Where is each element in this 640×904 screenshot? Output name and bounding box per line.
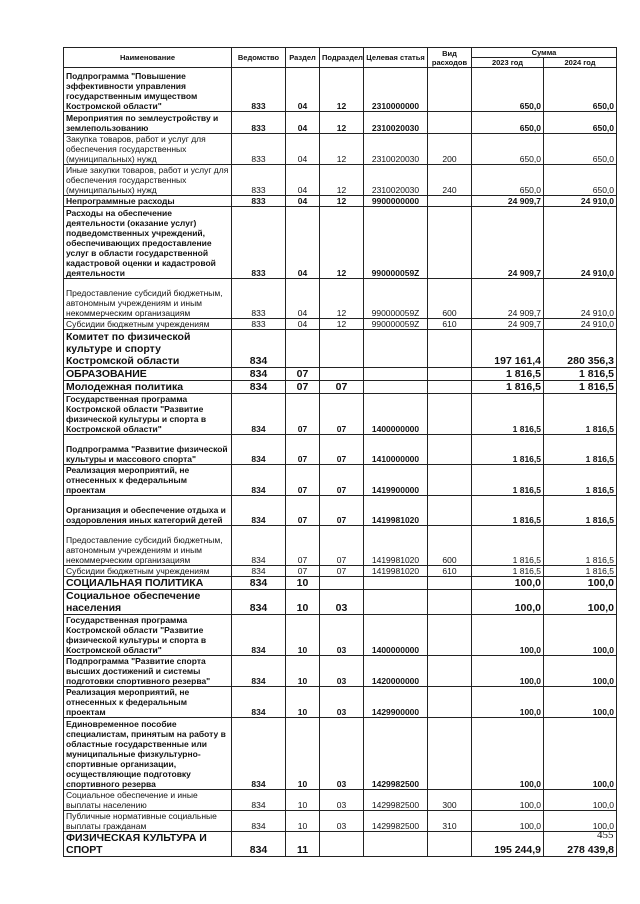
cell-podrazdel: 07 [320, 381, 364, 394]
header-celevaya-statya: Целевая статья [364, 48, 428, 68]
cell-sum-2024: 1 816,5 [544, 435, 617, 465]
cell-vedomstvo: 834 [232, 330, 286, 368]
cell-sum-2024: 278 439,8 [544, 832, 617, 857]
cell-vid-raskhodov [428, 435, 472, 465]
cell-razdel: 04 [286, 68, 320, 112]
cell-razdel: 07 [286, 526, 320, 566]
cell-sum-2024: 1 816,5 [544, 496, 617, 526]
cell-sum-2023: 1 816,5 [472, 368, 544, 381]
header-vid-raskhodov: Вид расходов [428, 48, 472, 68]
cell-name: СОЦИАЛЬНАЯ ПОЛИТИКА [64, 577, 232, 590]
cell-celevaya-statya: 1419981020 [364, 526, 428, 566]
table-row [64, 615, 617, 656]
cell-name: Реализация мероприятий, не отнесенных к федеральным проектам [64, 687, 232, 718]
cell-podrazdel: 07 [320, 526, 364, 566]
cell-sum-2023: 650,0 [472, 165, 544, 196]
cell-name: Подпрограмма "Развитие спорта высших достижений и системы подготовки спортивного резерва" [64, 656, 232, 687]
cell-vedomstvo: 834 [232, 832, 286, 857]
cell-celevaya-statya: 1419900000 [364, 465, 428, 496]
cell-sum-2024: 650,0 [544, 68, 617, 112]
cell-podrazdel: 07 [320, 435, 364, 465]
cell-sum-2024: 1 816,5 [544, 394, 617, 435]
cell-name: Субсидии бюджетным учреждениям [64, 319, 232, 330]
cell-podrazdel: 07 [320, 394, 364, 435]
cell-podrazdel: 12 [320, 165, 364, 196]
cell-sum-2024: 650,0 [544, 165, 617, 196]
cell-vid-raskhodov [428, 394, 472, 435]
table-row [64, 590, 617, 615]
cell-name: Организация и обеспечение отдыха и оздоровления иных категорий детей [64, 496, 232, 526]
cell-celevaya-statya: 2310020030 [364, 134, 428, 165]
cell-sum-2023: 650,0 [472, 112, 544, 134]
cell-vid-raskhodov: 600 [428, 279, 472, 319]
cell-podrazdel: 03 [320, 656, 364, 687]
table-row [64, 566, 617, 577]
cell-celevaya-statya [364, 381, 428, 394]
cell-sum-2023: 1 816,5 [472, 526, 544, 566]
cell-podrazdel [320, 832, 364, 857]
cell-sum-2023: 100,0 [472, 718, 544, 790]
cell-razdel: 07 [286, 381, 320, 394]
cell-razdel: 10 [286, 718, 320, 790]
cell-sum-2024: 100,0 [544, 811, 617, 832]
cell-vid-raskhodov: 600 [428, 526, 472, 566]
cell-celevaya-statya: 2310020030 [364, 112, 428, 134]
cell-vid-raskhodov [428, 577, 472, 590]
cell-sum-2023: 1 816,5 [472, 381, 544, 394]
cell-sum-2024: 100,0 [544, 615, 617, 656]
cell-vid-raskhodov: 610 [428, 566, 472, 577]
cell-vedomstvo: 834 [232, 811, 286, 832]
cell-vedomstvo: 834 [232, 394, 286, 435]
cell-celevaya-statya: 1400000000 [364, 615, 428, 656]
cell-podrazdel: 03 [320, 687, 364, 718]
cell-podrazdel: 03 [320, 811, 364, 832]
table-row [64, 165, 617, 196]
cell-razdel: 11 [286, 832, 320, 857]
cell-vedomstvo: 834 [232, 435, 286, 465]
cell-vedomstvo: 833 [232, 207, 286, 279]
cell-razdel: 04 [286, 319, 320, 330]
cell-razdel: 10 [286, 790, 320, 811]
table-row [64, 811, 617, 832]
cell-name: Подпрограмма "Повышение эффективности управления государственным имуществом Костромской области" [64, 68, 232, 112]
cell-celevaya-statya [364, 590, 428, 615]
cell-celevaya-statya [364, 832, 428, 857]
cell-name: Государственная программа Костромской области "Развитие физической культуры и спорта в Костромской области" [64, 394, 232, 435]
cell-podrazdel [320, 577, 364, 590]
cell-sum-2024: 280 356,3 [544, 330, 617, 368]
table-row [64, 790, 617, 811]
cell-sum-2023: 195 244,9 [472, 832, 544, 857]
header-razdel: Раздел [286, 48, 320, 68]
cell-sum-2024: 650,0 [544, 112, 617, 134]
header-summa: Сумма [472, 48, 617, 58]
cell-vedomstvo: 833 [232, 112, 286, 134]
cell-podrazdel: 12 [320, 68, 364, 112]
cell-sum-2023: 24 909,7 [472, 319, 544, 330]
cell-podrazdel: 12 [320, 112, 364, 134]
budget-table [63, 47, 617, 857]
cell-celevaya-statya: 990000059Z [364, 207, 428, 279]
cell-vedomstvo: 834 [232, 381, 286, 394]
cell-name: Предоставление субсидий бюджетным, автономным учреждениям и иным некоммерческим организациям [64, 279, 232, 319]
cell-vedomstvo: 833 [232, 196, 286, 207]
cell-name: Социальное обеспечение и иные выплаты населению [64, 790, 232, 811]
cell-name: Комитет по физической культуре и спорту Костромской области [64, 330, 232, 368]
cell-vid-raskhodov: 200 [428, 134, 472, 165]
cell-razdel: 04 [286, 112, 320, 134]
cell-celevaya-statya [364, 368, 428, 381]
table-row [64, 381, 617, 394]
cell-razdel: 07 [286, 465, 320, 496]
cell-sum-2024: 100,0 [544, 687, 617, 718]
cell-sum-2024: 100,0 [544, 718, 617, 790]
cell-celevaya-statya: 1429982500 [364, 811, 428, 832]
cell-name: Предоставление субсидий бюджетным, автономным учреждениям и иным некоммерческим организациям [64, 526, 232, 566]
header-name: Наименование [64, 48, 232, 68]
cell-podrazdel: 03 [320, 615, 364, 656]
cell-name: Реализация мероприятий, не отнесенных к федеральным проектам [64, 465, 232, 496]
cell-razdel: 04 [286, 279, 320, 319]
cell-razdel: 07 [286, 394, 320, 435]
cell-sum-2023: 1 816,5 [472, 435, 544, 465]
cell-vid-raskhodov [428, 687, 472, 718]
cell-sum-2023: 1 816,5 [472, 496, 544, 526]
cell-sum-2023: 100,0 [472, 656, 544, 687]
table-row [64, 687, 617, 718]
cell-name: Непрограммные расходы [64, 196, 232, 207]
cell-vid-raskhodov [428, 207, 472, 279]
cell-vedomstvo: 834 [232, 687, 286, 718]
cell-vid-raskhodov [428, 615, 472, 656]
table-row [64, 435, 617, 465]
cell-vid-raskhodov: 610 [428, 319, 472, 330]
cell-vid-raskhodov [428, 832, 472, 857]
table-row [64, 394, 617, 435]
cell-vedomstvo: 834 [232, 577, 286, 590]
cell-vedomstvo: 834 [232, 590, 286, 615]
cell-sum-2023: 650,0 [472, 134, 544, 165]
cell-name: ФИЗИЧЕСКАЯ КУЛЬТУРА И СПОРТ [64, 832, 232, 857]
cell-celevaya-statya: 9900000000 [364, 196, 428, 207]
table-row [64, 279, 617, 319]
cell-vedomstvo: 834 [232, 368, 286, 381]
cell-celevaya-statya: 990000059Z [364, 319, 428, 330]
cell-vedomstvo: 834 [232, 526, 286, 566]
cell-podrazdel: 07 [320, 465, 364, 496]
cell-vedomstvo: 833 [232, 165, 286, 196]
cell-podrazdel: 03 [320, 790, 364, 811]
cell-sum-2024: 1 816,5 [544, 465, 617, 496]
cell-celevaya-statya: 1410000000 [364, 435, 428, 465]
cell-vid-raskhodov [428, 68, 472, 112]
cell-sum-2024: 1 816,5 [544, 526, 617, 566]
cell-sum-2024: 1 816,5 [544, 566, 617, 577]
table-row [64, 196, 617, 207]
cell-vedomstvo: 833 [232, 134, 286, 165]
cell-razdel: 04 [286, 134, 320, 165]
table-row [64, 496, 617, 526]
cell-vedomstvo: 833 [232, 279, 286, 319]
table-row [64, 112, 617, 134]
cell-podrazdel [320, 330, 364, 368]
cell-celevaya-statya: 1419981020 [364, 566, 428, 577]
cell-sum-2023: 100,0 [472, 687, 544, 718]
cell-vid-raskhodov [428, 112, 472, 134]
cell-name: Социальное обеспечение населения [64, 590, 232, 615]
cell-name: Мероприятия по землеустройству и землепользованию [64, 112, 232, 134]
cell-sum-2023: 197 161,4 [472, 330, 544, 368]
cell-celevaya-statya [364, 577, 428, 590]
cell-sum-2023: 100,0 [472, 590, 544, 615]
table-row [64, 319, 617, 330]
cell-vedomstvo: 833 [232, 68, 286, 112]
cell-vedomstvo: 834 [232, 656, 286, 687]
cell-name: Закупка товаров, работ и услуг для обеспечения государственных (муниципальных) нужд [64, 134, 232, 165]
table-row [64, 68, 617, 112]
cell-podrazdel: 12 [320, 279, 364, 319]
table-row [64, 577, 617, 590]
cell-celevaya-statya: 1419981020 [364, 496, 428, 526]
cell-vid-raskhodov: 300 [428, 790, 472, 811]
cell-vid-raskhodov [428, 718, 472, 790]
cell-sum-2024: 100,0 [544, 577, 617, 590]
table-row [64, 832, 617, 857]
cell-razdel: 07 [286, 435, 320, 465]
cell-name: Субсидии бюджетным учреждениям [64, 566, 232, 577]
cell-sum-2023: 100,0 [472, 811, 544, 832]
cell-vedomstvo: 833 [232, 319, 286, 330]
cell-sum-2023: 1 816,5 [472, 394, 544, 435]
cell-sum-2023: 1 816,5 [472, 566, 544, 577]
cell-sum-2024: 24 910,0 [544, 207, 617, 279]
cell-celevaya-statya: 2310020030 [364, 165, 428, 196]
cell-celevaya-statya: 1420000000 [364, 656, 428, 687]
cell-vid-raskhodov [428, 656, 472, 687]
cell-vid-raskhodov [428, 381, 472, 394]
cell-razdel: 07 [286, 496, 320, 526]
cell-sum-2023: 100,0 [472, 577, 544, 590]
header-year-2024: 2024 год [544, 58, 617, 68]
cell-razdel: 10 [286, 811, 320, 832]
page-number: 455 [597, 829, 614, 841]
cell-podrazdel: 03 [320, 718, 364, 790]
cell-vid-raskhodov [428, 368, 472, 381]
header-podrazdel: Подраздел [320, 48, 364, 68]
cell-celevaya-statya: 1429982500 [364, 790, 428, 811]
cell-podrazdel [320, 368, 364, 381]
cell-name: Иные закупки товаров, работ и услуг для обеспечения государственных (муниципальных) нужд [64, 165, 232, 196]
cell-vid-raskhodov [428, 196, 472, 207]
cell-podrazdel: 12 [320, 196, 364, 207]
cell-razdel: 04 [286, 196, 320, 207]
cell-razdel: 10 [286, 615, 320, 656]
cell-name: ОБРАЗОВАНИЕ [64, 368, 232, 381]
cell-celevaya-statya [364, 330, 428, 368]
cell-vedomstvo: 834 [232, 718, 286, 790]
cell-sum-2024: 24 910,0 [544, 319, 617, 330]
table-row [64, 134, 617, 165]
cell-vid-raskhodov [428, 330, 472, 368]
cell-vedomstvo: 834 [232, 615, 286, 656]
table-row [64, 330, 617, 368]
cell-sum-2024: 100,0 [544, 790, 617, 811]
cell-name: Единовременное пособие специалистам, принятым на работу в областные государственные или муниципальные физкультурно-спортивные организации, осуществляющие подготовку спортивного резерва [64, 718, 232, 790]
cell-sum-2023: 100,0 [472, 615, 544, 656]
header-vedomstvo: Ведомство [232, 48, 286, 68]
cell-name: Подпрограмма "Развитие физической культуры и массового спорта" [64, 435, 232, 465]
cell-razdel: 10 [286, 577, 320, 590]
cell-podrazdel: 12 [320, 319, 364, 330]
cell-sum-2024: 24 910,0 [544, 279, 617, 319]
cell-sum-2024: 24 910,0 [544, 196, 617, 207]
table-row [64, 207, 617, 279]
cell-vid-raskhodov: 310 [428, 811, 472, 832]
cell-sum-2023: 24 909,7 [472, 279, 544, 319]
cell-vid-raskhodov [428, 590, 472, 615]
cell-razdel: 10 [286, 656, 320, 687]
cell-sum-2023: 100,0 [472, 790, 544, 811]
cell-sum-2023: 24 909,7 [472, 196, 544, 207]
cell-sum-2024: 100,0 [544, 656, 617, 687]
cell-podrazdel: 07 [320, 496, 364, 526]
cell-celevaya-statya: 1400000000 [364, 394, 428, 435]
cell-sum-2023: 650,0 [472, 68, 544, 112]
table-row [64, 368, 617, 381]
cell-razdel: 10 [286, 590, 320, 615]
cell-vid-raskhodov: 240 [428, 165, 472, 196]
table-row [64, 718, 617, 790]
cell-name: Расходы на обеспечение деятельности (оказание услуг) подведомственных учреждений, обеспечивающих предоставление услуг в области государственной кадастровой оценки и кадастровой деятельности [64, 207, 232, 279]
cell-name: Молодежная политика [64, 381, 232, 394]
cell-celevaya-statya: 1429982500 [364, 718, 428, 790]
cell-razdel [286, 330, 320, 368]
cell-sum-2024: 100,0 [544, 590, 617, 615]
cell-vid-raskhodov [428, 496, 472, 526]
cell-sum-2023: 1 816,5 [472, 465, 544, 496]
cell-name: Государственная программа Костромской области "Развитие физической культуры и спорта в Костромской области" [64, 615, 232, 656]
table-row [64, 656, 617, 687]
cell-razdel: 04 [286, 207, 320, 279]
cell-vid-raskhodov [428, 465, 472, 496]
cell-vedomstvo: 834 [232, 790, 286, 811]
cell-podrazdel: 12 [320, 207, 364, 279]
table-row [64, 465, 617, 496]
cell-sum-2024: 1 816,5 [544, 368, 617, 381]
cell-razdel: 04 [286, 165, 320, 196]
cell-sum-2023: 24 909,7 [472, 207, 544, 279]
cell-razdel: 10 [286, 687, 320, 718]
cell-podrazdel: 12 [320, 134, 364, 165]
cell-podrazdel: 03 [320, 590, 364, 615]
cell-name: Публичные нормативные социальные выплаты гражданам [64, 811, 232, 832]
cell-razdel: 07 [286, 566, 320, 577]
cell-vedomstvo: 834 [232, 496, 286, 526]
cell-vedomstvo: 834 [232, 566, 286, 577]
table-row [64, 526, 617, 566]
table-body [64, 68, 617, 857]
cell-sum-2024: 650,0 [544, 134, 617, 165]
cell-celevaya-statya: 990000059Z [364, 279, 428, 319]
cell-razdel: 07 [286, 368, 320, 381]
cell-podrazdel: 07 [320, 566, 364, 577]
cell-sum-2024: 1 816,5 [544, 381, 617, 394]
cell-vedomstvo: 834 [232, 465, 286, 496]
cell-celevaya-statya: 1429900000 [364, 687, 428, 718]
header-year-2023: 2023 год [472, 58, 544, 68]
cell-celevaya-statya: 2310000000 [364, 68, 428, 112]
